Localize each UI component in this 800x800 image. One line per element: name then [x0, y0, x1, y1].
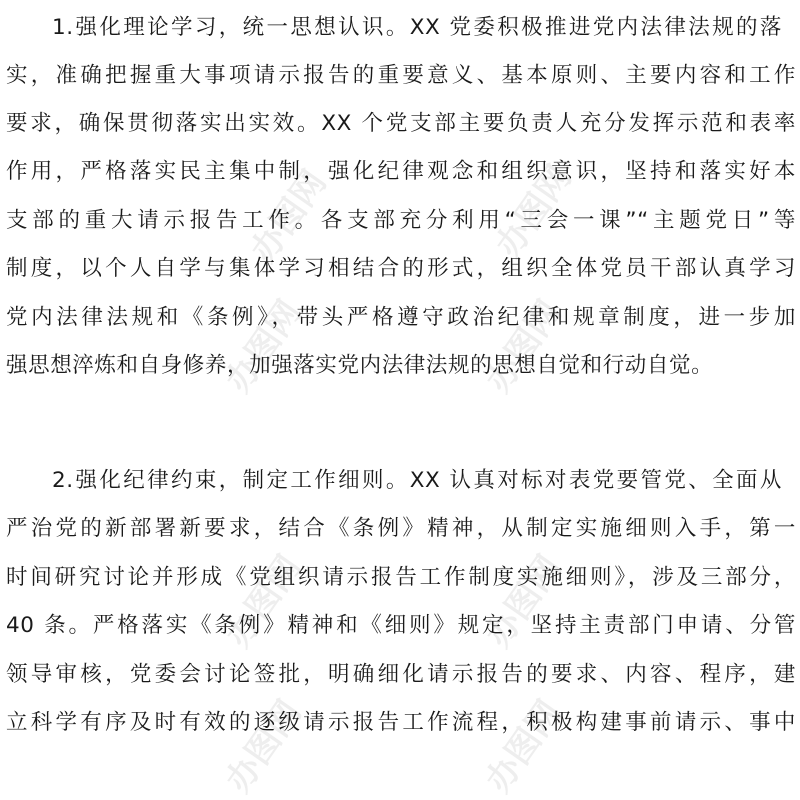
paragraph-line: 支部的重大请示报告工作。各支部充分利用“三会一课”“主题党日”等 [6, 208, 796, 233]
paragraph-line: 党内法律法规和《条例》，带头严格遵守政治纪律和规章制度，进一步加 [6, 305, 796, 330]
watermark: 办图网 [243, 163, 335, 270]
watermark: 办图网 [488, 158, 580, 265]
watermark: 办图网 [478, 693, 570, 800]
paragraph-line: 制度，以个人自学与集体学习相结合的形式，组织全体党员干部认真学习 [6, 256, 796, 281]
paragraph-line: 40 条。严格落实《条例》精神和《细则》规定，坚持主责部门申请、分管 [6, 613, 796, 638]
watermark: 办图网 [478, 293, 570, 400]
watermark: 办图网 [218, 693, 310, 800]
paragraph-line: 实，准确把握重大事项请示报告的重要意义、基本原则、主要内容和工作 [6, 63, 796, 88]
paragraph-line: 严治党的新部署新要求，结合《条例》精神，从制定实施细则入手，第一 [6, 516, 796, 541]
watermark: 办图网 [218, 293, 310, 400]
paragraph-line: 领导审核，党委会讨论签批，明确细化请示报告的要求、内容、程序，建 [6, 662, 796, 687]
watermark: 办图网 [218, 548, 310, 655]
paragraph-line: 强思想淬炼和自身修养，加强落实党内法律法规的思想自觉和行动自觉。 [6, 353, 714, 378]
paragraph-line: 2.强化纪律约束，制定工作细则。XX 认真对标对表党要管党、全面从 [52, 468, 782, 493]
paragraph-line: 立科学有序及时有效的逐级请示报告工作流程，积极构建事前请示、事中 [6, 710, 796, 735]
paragraph-line: 时间研究讨论并形成《党组织请示报告工作制度实施细则》，涉及三部分， [6, 565, 796, 590]
paragraph-line: 要求，确保贯彻落实出实效。XX 个党支部主要负责人充分发挥示范和表率 [6, 111, 796, 136]
paragraph-line: 1.强化理论学习，统一思想认识。XX 党委积极推进党内法律法规的落 [52, 15, 782, 40]
watermark: 办图网 [478, 548, 570, 655]
paragraph-line: 作用，严格落实民主集中制，强化纪律观念和组织意识，坚持和落实好本 [6, 159, 796, 184]
